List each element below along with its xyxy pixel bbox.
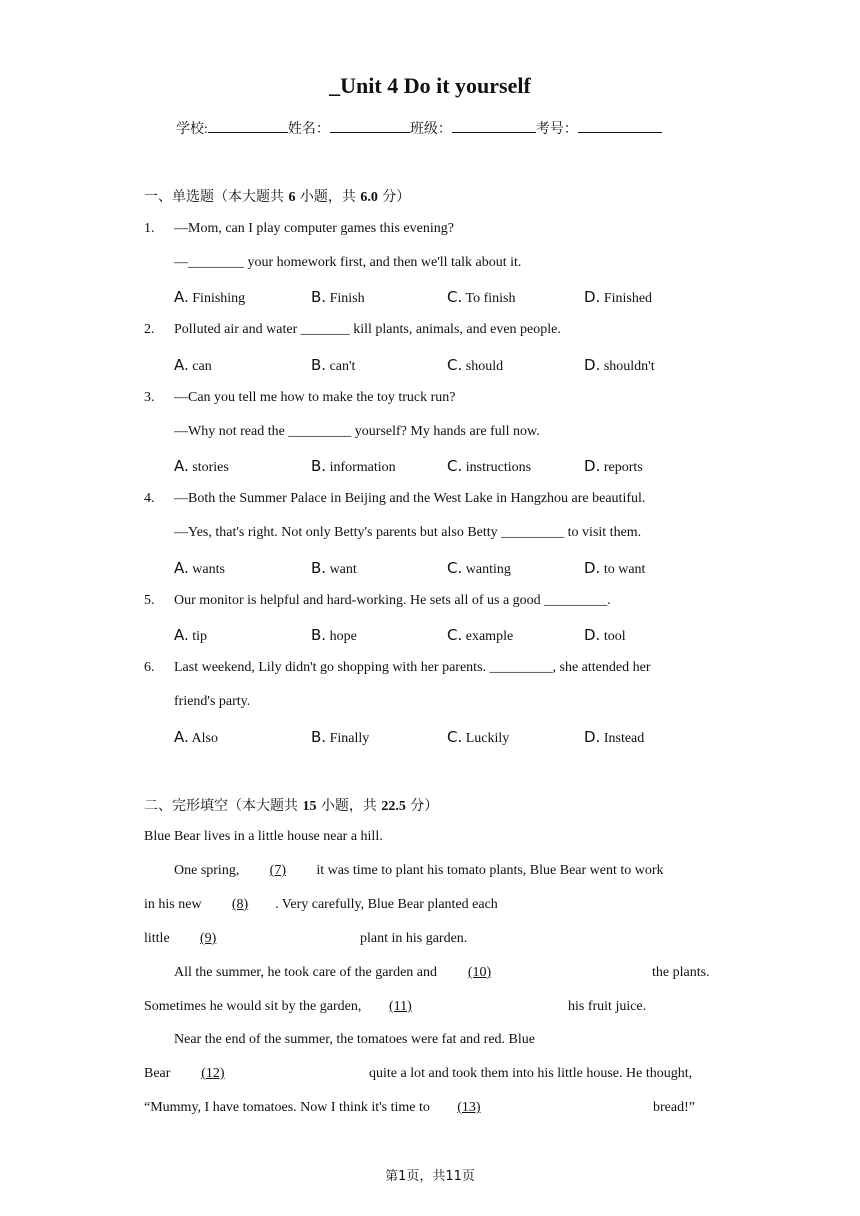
option-c xyxy=(447,559,511,578)
option-text: reports xyxy=(600,460,643,475)
option-a xyxy=(174,356,212,375)
question-text: —Can you tell me how to make the toy truck run? xyxy=(174,390,456,405)
option-b xyxy=(311,626,357,645)
option-letter: B. xyxy=(311,559,327,577)
student-info-line xyxy=(176,118,662,138)
section1-score: 6.0 xyxy=(360,190,378,205)
passage-line: Blue Bear lives in a little house near a hill. xyxy=(144,829,383,844)
option-letter: D. xyxy=(584,559,601,577)
passage-text: quite a lot and took them into his little house. He thought, xyxy=(369,1066,693,1081)
option-letter: B. xyxy=(311,728,327,746)
question-text: —Both the Summer Palace in Beijing and the West Lake in Hangzhou are beautiful. xyxy=(174,491,646,506)
option-a xyxy=(174,457,229,476)
section2-heading-pre: 二、完形填空（本大题共 xyxy=(144,798,303,814)
passage-text: One spring, xyxy=(174,863,243,878)
option-a xyxy=(174,626,207,645)
option-b xyxy=(311,356,355,375)
question-text: Our monitor is helpful and hard-working. He sets all of us a good _________. xyxy=(174,593,611,608)
option-text: wanting xyxy=(462,562,511,577)
question-text: —________ your homework first, and then we'll talk about it. xyxy=(174,255,522,270)
name-blank xyxy=(330,120,410,133)
exam-no-label: 考号： xyxy=(535,122,578,137)
option-letter: C. xyxy=(447,288,463,306)
passage-line xyxy=(144,999,439,1015)
option-c xyxy=(447,457,531,476)
option-text: tip xyxy=(188,629,208,644)
passage-text: in his new xyxy=(144,897,206,912)
passage-text: bread!” xyxy=(653,1100,695,1115)
option-text: can xyxy=(188,359,212,374)
blank-13[interactable]: (13) xyxy=(457,1100,481,1115)
option-letter: A. xyxy=(174,626,189,644)
option-text: To finish xyxy=(462,291,516,306)
option-text: Finish xyxy=(326,291,365,306)
passage-text: the plants. xyxy=(652,965,710,980)
option-letter: C. xyxy=(447,356,463,374)
option-letter: D. xyxy=(584,288,601,306)
option-d xyxy=(584,728,644,747)
option-letter: C. xyxy=(447,626,463,644)
question-number: 2. xyxy=(144,322,155,337)
question-text: —Why not read the _________ yourself? My hands are full now. xyxy=(174,424,540,439)
question-number: 6. xyxy=(144,660,155,675)
question-number: 1. xyxy=(144,221,155,236)
option-text: example xyxy=(462,629,514,644)
page-footer: 第1页，共11页 xyxy=(385,1169,475,1184)
option-text: stories xyxy=(188,460,229,475)
exam-no-blank xyxy=(578,120,662,133)
question-text: —Mom, can I play computer games this evening? xyxy=(174,221,454,236)
option-d xyxy=(584,626,626,645)
option-text: Finally xyxy=(326,731,370,746)
option-letter: D. xyxy=(584,356,601,374)
option-text: hope xyxy=(326,629,357,644)
option-a xyxy=(174,288,245,307)
passage-text: little xyxy=(144,931,174,946)
section1-count: 6 xyxy=(288,190,296,205)
option-letter: A. xyxy=(174,288,189,306)
passage-text: Bear xyxy=(144,1066,174,1081)
option-letter: A. xyxy=(174,559,189,577)
option-text: Also xyxy=(188,731,218,746)
blank-12[interactable]: (12) xyxy=(201,1066,225,1081)
class-blank xyxy=(452,120,536,133)
option-text: to want xyxy=(600,562,646,577)
option-letter: B. xyxy=(311,457,327,475)
passage-text: “Mummy, I have tomatoes. Now I think it's time to xyxy=(144,1100,430,1115)
option-letter: D. xyxy=(584,626,601,644)
option-d xyxy=(584,457,643,476)
blank-7[interactable]: (7) xyxy=(269,863,286,878)
question-text: —Yes, that's right. Not only Betty's parents but also Betty _________ to visit them. xyxy=(174,525,642,540)
question-number: 5. xyxy=(144,593,155,608)
blank-11[interactable]: (11) xyxy=(388,999,412,1014)
name-label: 姓名： xyxy=(287,122,330,137)
option-b xyxy=(311,728,369,747)
passage-line xyxy=(144,897,498,913)
section2-heading-mid: 小题，共 xyxy=(316,798,382,814)
option-letter: B. xyxy=(311,626,327,644)
option-letter: A. xyxy=(174,728,189,746)
option-d xyxy=(584,356,655,375)
option-letter: C. xyxy=(447,728,463,746)
option-letter: A. xyxy=(174,457,189,475)
passage-line: Near the end of the summer, the tomatoes were fat and red. Blue xyxy=(174,1032,535,1047)
option-d xyxy=(584,559,645,578)
section2-count: 15 xyxy=(302,799,317,814)
section-heading-1 xyxy=(144,186,410,206)
option-text: Finished xyxy=(600,291,653,306)
blank-10[interactable]: (10) xyxy=(467,965,492,980)
section-heading-2 xyxy=(144,795,438,815)
option-text: instructions xyxy=(462,460,532,475)
option-a xyxy=(174,559,225,578)
option-text: Instead xyxy=(600,731,645,746)
section1-heading-pre: 一、单选题（本大题共 xyxy=(144,189,289,205)
option-letter: B. xyxy=(311,356,327,374)
option-c xyxy=(447,626,513,645)
blank-8[interactable]: (8) xyxy=(231,897,249,912)
section1-heading-post: 分） xyxy=(377,189,411,205)
question-text: friend's party. xyxy=(174,694,251,709)
option-text: shouldn't xyxy=(600,359,655,374)
class-label: 班级： xyxy=(409,122,452,137)
option-d xyxy=(584,288,652,307)
passage-line xyxy=(144,931,243,947)
option-text: can't xyxy=(326,359,356,374)
option-letter: D. xyxy=(584,728,601,746)
option-text: information xyxy=(326,460,396,475)
option-c xyxy=(447,728,509,747)
section1-heading-mid: 小题，共 xyxy=(295,189,361,205)
option-letter: D. xyxy=(584,457,601,475)
option-letter: C. xyxy=(447,457,463,475)
school-label: 学校: xyxy=(176,122,208,137)
passage-text: . Very carefully, Blue Bear planted each xyxy=(275,897,498,912)
section2-score: 22.5 xyxy=(381,799,406,814)
passage-line xyxy=(144,1066,252,1082)
question-number: 4. xyxy=(144,491,155,506)
option-letter: A. xyxy=(174,356,189,374)
option-b xyxy=(311,559,357,578)
option-text: tool xyxy=(600,629,626,644)
passage-text: his fruit juice. xyxy=(568,999,647,1014)
question-number: 3. xyxy=(144,390,155,405)
option-letter: C. xyxy=(447,559,463,577)
option-text: Finishing xyxy=(188,291,246,306)
option-c xyxy=(447,356,503,375)
passage-line xyxy=(174,863,664,879)
school-blank xyxy=(208,120,288,133)
question-text: Polluted air and water _______ kill plants, animals, and even people. xyxy=(174,322,561,337)
section2-heading-post: 分） xyxy=(405,798,439,814)
passage-line xyxy=(174,965,519,981)
option-b xyxy=(311,457,396,476)
option-text: Luckily xyxy=(462,731,510,746)
option-text: should xyxy=(462,359,504,374)
option-letter: B. xyxy=(311,288,327,306)
question-text: Last weekend, Lily didn't go shopping with her parents. _________, she attended her xyxy=(174,660,651,675)
option-c xyxy=(447,288,515,307)
passage-line xyxy=(144,1100,508,1116)
passage-text: it was time to plant his tomato plants, Blue Bear went to work xyxy=(312,863,664,878)
option-text: wants xyxy=(188,562,225,577)
blank-9[interactable]: (9) xyxy=(200,931,217,946)
passage-text: Sometimes he would sit by the garden, xyxy=(144,999,362,1014)
option-text: want xyxy=(326,562,357,577)
option-b xyxy=(311,288,365,307)
option-a xyxy=(174,728,218,747)
passage-text: plant in his garden. xyxy=(360,931,468,946)
page-title: _Unit 4 Do it yourself xyxy=(329,73,531,98)
passage-text: All the summer, he took care of the garden and xyxy=(174,965,441,980)
